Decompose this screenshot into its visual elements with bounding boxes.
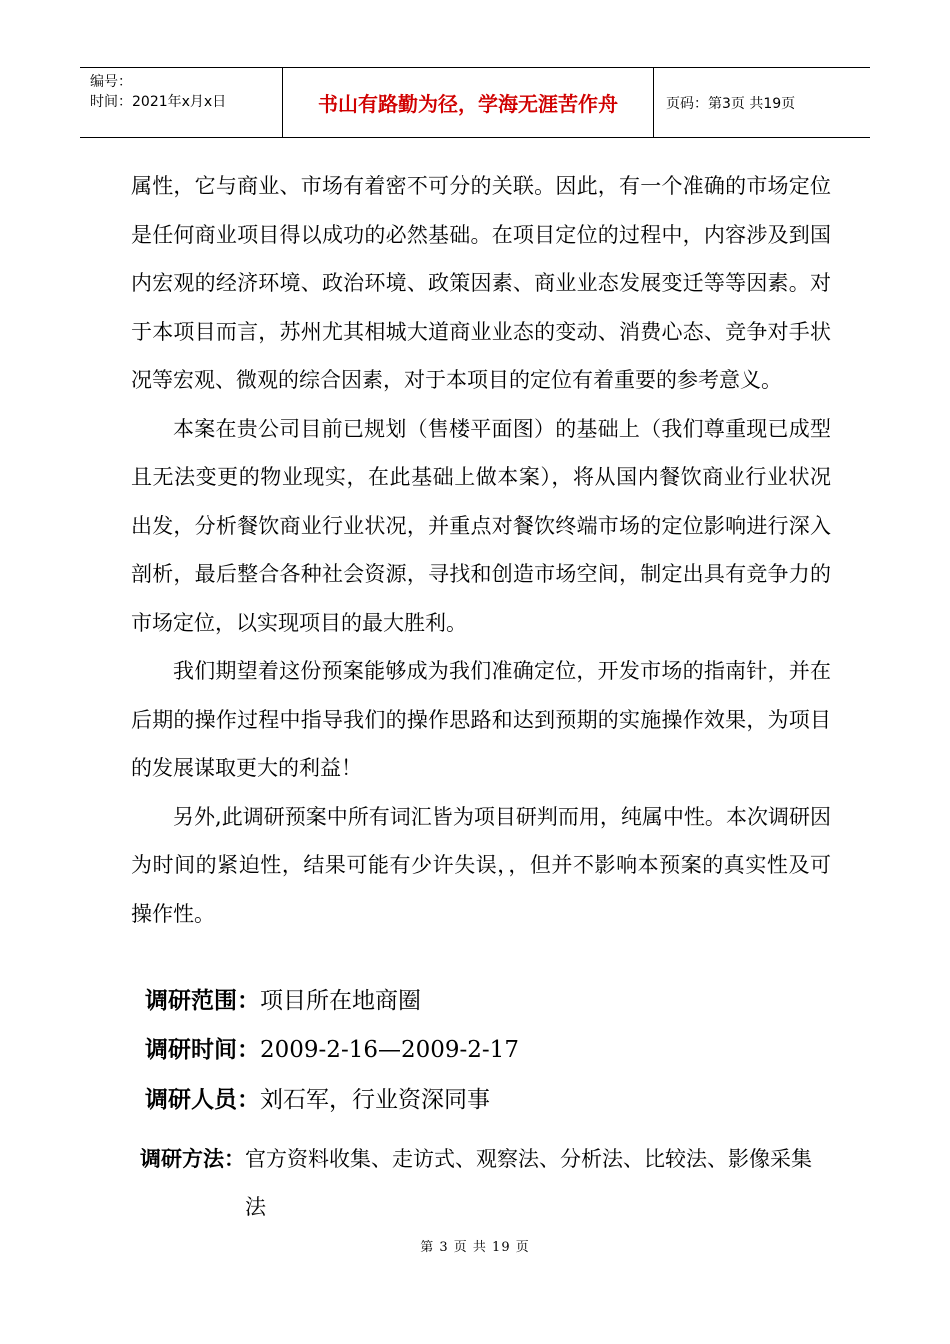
survey-time-value: 2009-2-16—2009-2-17 bbox=[260, 1037, 519, 1063]
survey-staff bbox=[145, 1081, 490, 1114]
survey-method bbox=[140, 1135, 830, 1231]
survey-scope-value: 项目所在地商圈 bbox=[260, 988, 421, 1014]
paragraph-2: 本案在贵公司目前已规划（售楼平面图）的基础上（我们尊重现已成型且无法变更的物业现实，在此基础上做本案），将从国内餐饮商业行业状况出发，分析餐饮商业行业状况，并重点对餐饮终端市场的定位影响进行深入剖析，最后整合各种社会资源，寻找和创造市场空间，制定出具有竞争力的市场定位，以实现项目的最大胜利。 bbox=[131, 416, 831, 635]
survey-time bbox=[145, 1031, 519, 1064]
body-text bbox=[131, 162, 831, 938]
survey-time-label: 调研时间： bbox=[145, 1037, 260, 1063]
header-motto: 书山有路勤为径，学海无涯苦作舟 bbox=[283, 68, 654, 137]
page-footer: 第 3 页 共 19 页 bbox=[420, 1240, 530, 1255]
header-info bbox=[80, 68, 283, 137]
survey-method-value: 官方资料收集、走访式、观察法、分析法、比较法、影像采集法 bbox=[245, 1147, 812, 1219]
paragraph-1: 属性，它与商业、市场有着密不可分的关联。因此，有一个准确的市场定位是任何商业项目得以成功的必然基础。在项目定位的过程中，内容涉及到国内宏观的经济环境、政治环境、政策因素、商业业态发展变迁等等因素。对于本项目而言，苏州尤其相城大道商业业态的变动、消费心态、竞争对手状况等宏观、微观的综合因素，对于本项目的定位有着重要的参考意义。 bbox=[131, 174, 831, 392]
page-header bbox=[80, 67, 870, 138]
survey-staff-value: 刘石军，行业资深同事 bbox=[260, 1087, 490, 1113]
survey-scope-label: 调研范围： bbox=[145, 988, 260, 1014]
header-page-number: 页码：第3页 共19页 bbox=[666, 95, 796, 112]
survey-method-label: 调研方法： bbox=[140, 1147, 245, 1171]
survey-staff-label: 调研人员： bbox=[145, 1087, 260, 1113]
paragraph-4: 另外,此调研预案中所有词汇皆为项目研判而用，纯属中性。本次调研因为时间的紧迫性，结果可能有少许失误，，但并不影响本预案的真实性及可操作性。 bbox=[131, 804, 831, 926]
paragraph-3: 我们期望着这份预案能够成为我们准确定位，开发市场的指南针，并在后期的操作过程中指导我们的操作思路和达到预期的实施操作效果，为项目的发展谋取更大的利益！ bbox=[131, 659, 831, 780]
document-number: 编号： bbox=[90, 74, 132, 90]
document-time: 时间：2021年x月x日 bbox=[90, 94, 227, 110]
survey-scope bbox=[145, 982, 421, 1015]
